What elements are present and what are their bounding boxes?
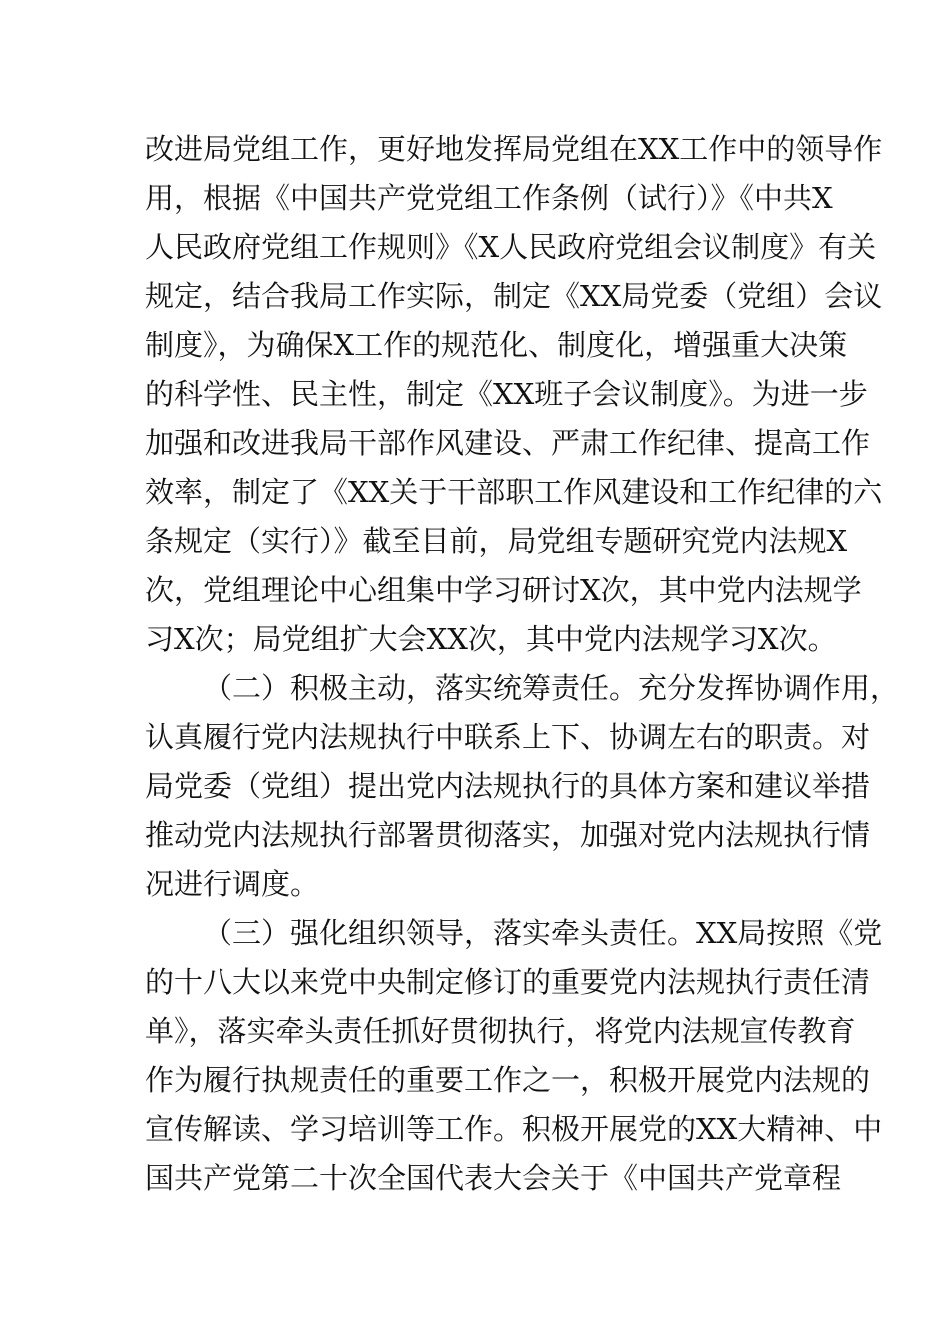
text-line: 次，党组理论中心组集中学习研讨X次，其中党内法规学 [145, 573, 862, 607]
text-line: 效率，制定了《XX关于干部职工作风建设和工作纪律的六 [145, 475, 883, 509]
text-line: 国共产党第二十次全国代表大会关于《中国共产党章程 [145, 1161, 842, 1195]
section-heading-line: （三）强化组织领导，落实牵头责任。XX局按照《党 [203, 916, 883, 950]
text-line: 人民政府党组工作规则》《X人民政府党组会议制度》有关 [145, 230, 877, 264]
section-heading-line: （二）积极主动，落实统筹责任。充分发挥协调作用， [203, 671, 900, 705]
text-line: 习X次；局党组扩大会XX次，其中党内法规学习X次。 [145, 622, 837, 656]
text-line: 改进局党组工作，更好地发挥局党组在XX工作中的领导作 [145, 132, 883, 166]
body-text [145, 125, 900, 1203]
text-line: 的科学性、民主性，制定《XX班子会议制度》。为进一步 [145, 377, 868, 411]
text-line: 用，根据《中国共产党党组工作条例（试行）》《中共X [145, 181, 833, 215]
text-line: 加强和改进我局干部作风建设、严肃工作纪律、提高工作 [145, 426, 871, 460]
text-line: 宣传解读、学习培训等工作。积极开展党的XX大精神、中 [145, 1112, 883, 1146]
text-line: 规定，结合我局工作实际，制定《XX局党委（党组）会议 [145, 279, 883, 313]
text-line: 条规定（实行）》截至目前，局党组专题研究党内法规X [145, 524, 848, 558]
text-line: 认真履行党内法规执行中联系上下、协调左右的职责。对 [145, 720, 871, 754]
text-line: 推动党内法规执行部署贯彻落实，加强对党内法规执行情 [145, 818, 871, 852]
text-line: 单》，落实牵头责任抓好贯彻执行，将党内法规宣传教育 [145, 1014, 856, 1048]
text-line: 况进行调度。 [145, 867, 320, 901]
text-line: 局党委（党组）提出党内法规执行的具体方案和建议举措 [145, 769, 871, 803]
text-line: 作为履行执规责任的重要工作之一，积极开展党内法规的 [145, 1063, 871, 1097]
text-line: 的十八大以来党中央制定修订的重要党内法规执行责任清 [145, 965, 871, 999]
text-line: 制度》，为确保X工作的规范化、制度化，增强重大决策 [145, 328, 848, 362]
